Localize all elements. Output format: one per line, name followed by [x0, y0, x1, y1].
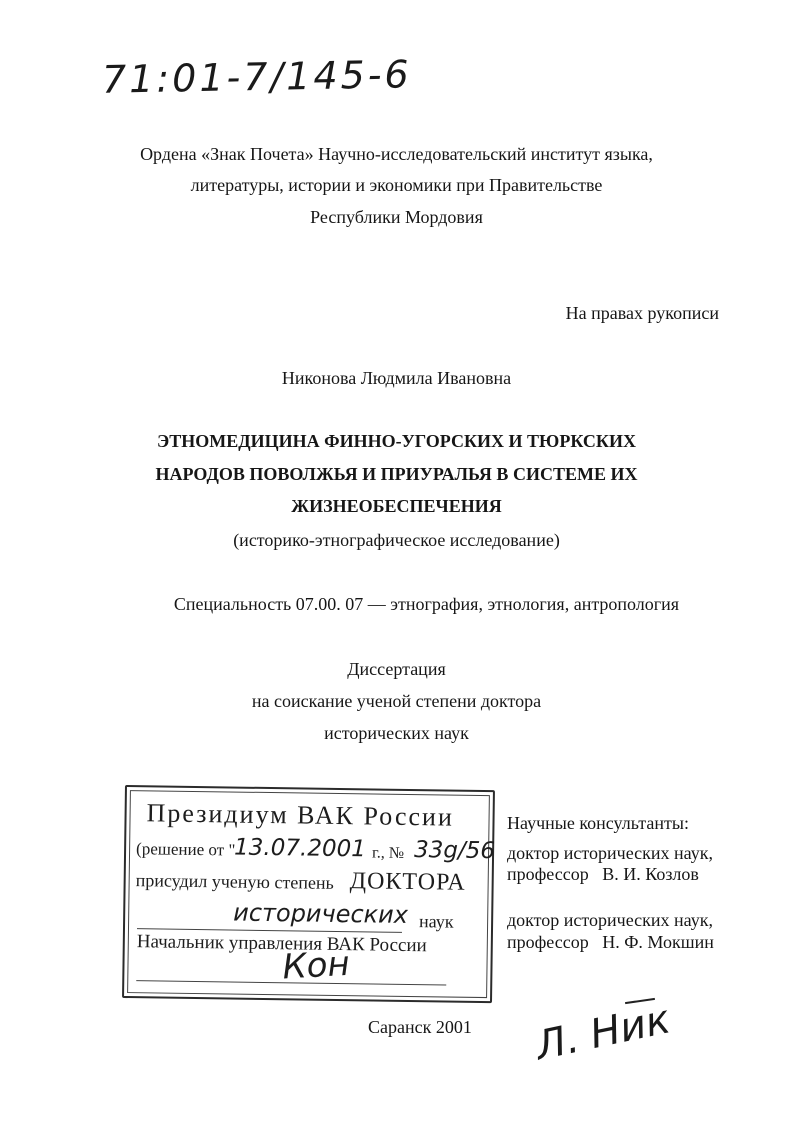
institution-line-3: Республики Мордовия [310, 207, 483, 227]
catalog-number: 71:01-7/145-6 [101, 52, 412, 102]
institution-line-1: Ордена «Знак Почета» Научно-исследовательский институт языка, [140, 144, 653, 164]
stamp-decision-number: 33g/56 [413, 837, 496, 865]
consultant-2-name: профессор Н. Ф. Мокшин [507, 932, 714, 952]
dissertation-line-1: Диссертация [347, 659, 446, 679]
manuscript-note: На правах рукописи [565, 303, 719, 323]
title-line-1: ЭТНОМЕДИЦИНА ФИННО-УГОРСКИХ И ТЮРКСКИХ [157, 431, 636, 451]
stamp-chief: Начальник управления ВАК России [136, 931, 427, 957]
title-line-2: НАРОДОВ ПОВОЛЖЬЯ И ПРИУРАЛЬЯ В СИСТЕМЕ ИХ [155, 464, 638, 484]
stamp-awarded: присудил ученую степень [135, 870, 334, 893]
vak-stamp [122, 785, 495, 1003]
consultant-1-degree: доктор исторических наук, [507, 843, 713, 863]
stamp-decision-year-suffix: г., № [371, 844, 405, 862]
stamp-field-handwritten: исторических [233, 898, 409, 929]
dissertation-line-3: исторических наук [324, 723, 469, 743]
author-signature: Л. Ник [531, 996, 675, 1070]
consultant-1-name: профессор В. И. Козлов [507, 864, 699, 884]
stamp-header: Президиум ВАК России [146, 798, 455, 832]
consultants-heading: Научные консультанты: [507, 813, 689, 833]
title-line-3: ЖИЗНЕОБЕСПЕЧЕНИЯ [291, 496, 502, 516]
dissertation-line-2: на соискание ученой степени доктора [251, 691, 542, 711]
consultant-2-degree: доктор исторических наук, [507, 910, 713, 930]
institution-line-2: литературы, истории и экономики при Правительстве [190, 175, 603, 195]
stamp-degree: ДОКТОРА [349, 868, 466, 896]
stamp-decision-prefix: (решение от " [135, 839, 236, 860]
stamp-decision-date: 13.07.2001 [233, 834, 367, 863]
title-subtitle: (историко-этнографическое исследование) [233, 530, 560, 550]
author-name: Никонова Людмила Ивановна [281, 368, 512, 388]
stamp-field-suffix: наук [418, 911, 454, 932]
stamp-signature: Кон [281, 943, 351, 988]
specialty: Специальность 07.00. 07 — этнография, этнология, антропология [173, 594, 680, 614]
city-year: Саранск 2001 [368, 1017, 472, 1037]
